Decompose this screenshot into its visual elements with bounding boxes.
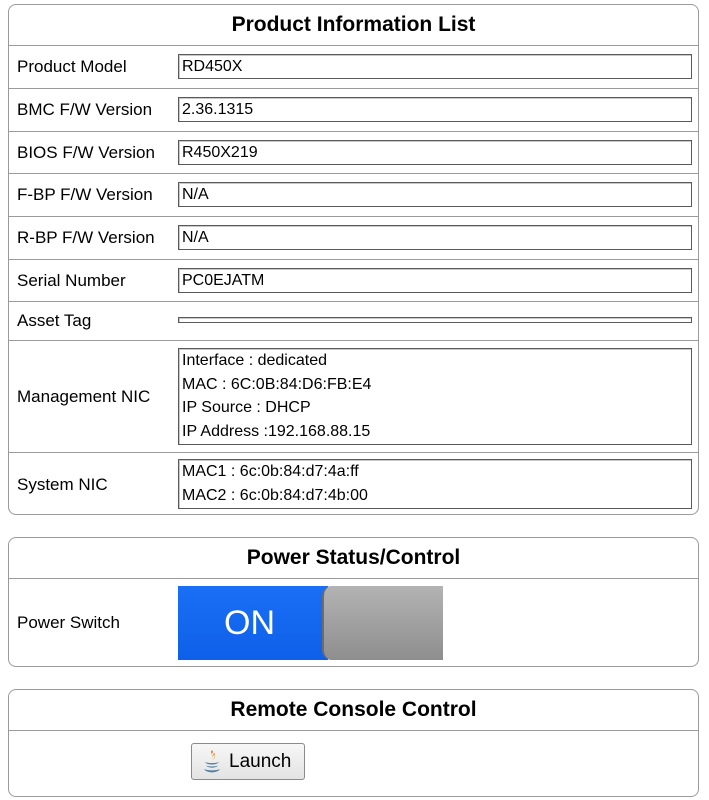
row-launch: [9, 731, 698, 797]
power-title: Power Status/Control: [9, 538, 698, 579]
system-nic-label: System NIC: [17, 475, 108, 494]
row-rbp-version: [9, 217, 698, 260]
row-serial-number: [9, 260, 698, 302]
asset-tag-field[interactable]: [178, 317, 692, 323]
product-model-label: Product Model: [17, 57, 127, 76]
serial-number-field[interactable]: PC0EJATM: [178, 268, 692, 293]
management-nic-ip-source: IP Source : DHCP: [182, 399, 311, 416]
product-model-field[interactable]: RD450X: [178, 54, 692, 79]
row-bmc-version: [9, 89, 698, 132]
management-nic-label: Management NIC: [17, 386, 151, 406]
launch-button[interactable]: [191, 743, 305, 780]
management-nic-mac: MAC : 6C:0B:84:D6:FB:E4: [182, 375, 372, 393]
power-panel: [8, 537, 699, 667]
rbp-version-field[interactable]: N/A: [178, 225, 692, 250]
system-nic-mac2: MAC2 : 6c:0b:84:d7:4b:00: [182, 486, 368, 504]
row-system-nic: [9, 453, 698, 515]
power-switch-label: Power Switch: [17, 613, 120, 632]
java-icon: [201, 749, 223, 775]
system-nic-mac1: MAC1 : 6c:0b:84:d7:4a:ff: [182, 463, 359, 480]
row-fbp-version: [9, 174, 698, 217]
remote-console-panel: [8, 689, 699, 797]
bmc-version-label: BMC F/W Version: [17, 100, 153, 119]
row-bios-version: [9, 132, 698, 174]
power-toggle-switch[interactable]: [178, 586, 443, 660]
asset-tag-label: Asset Tag: [17, 311, 92, 330]
rbp-version-label: R-BP F/W Version: [17, 228, 155, 247]
row-asset-tag: [9, 302, 698, 341]
fbp-version-label: F-BP F/W Version: [17, 185, 153, 204]
power-state-text: ON: [224, 604, 275, 642]
management-nic-ip-address: IP Address :192.168.88.15: [182, 422, 371, 440]
bmc-version-field[interactable]: 2.36.1315: [178, 97, 692, 122]
row-product-model: [9, 46, 698, 89]
product-info-panel: [8, 4, 699, 515]
bios-version-label: BIOS F/W Version: [17, 142, 155, 162]
row-power-switch: [9, 579, 698, 667]
fbp-version-field[interactable]: N/A: [178, 182, 692, 207]
row-management-nic: [9, 341, 698, 453]
management-nic-field[interactable]: [178, 348, 692, 445]
bios-version-field[interactable]: R450X219: [178, 140, 692, 165]
serial-number-label: Serial Number: [17, 270, 126, 290]
management-nic-interface: Interface : dedicated: [182, 352, 327, 369]
power-toggle-knob[interactable]: [322, 586, 443, 660]
remote-console-title: Remote Console Control: [9, 690, 698, 731]
system-nic-field[interactable]: [178, 459, 692, 509]
launch-label: Launch: [229, 750, 292, 772]
product-info-title: Product Information List: [9, 5, 698, 46]
